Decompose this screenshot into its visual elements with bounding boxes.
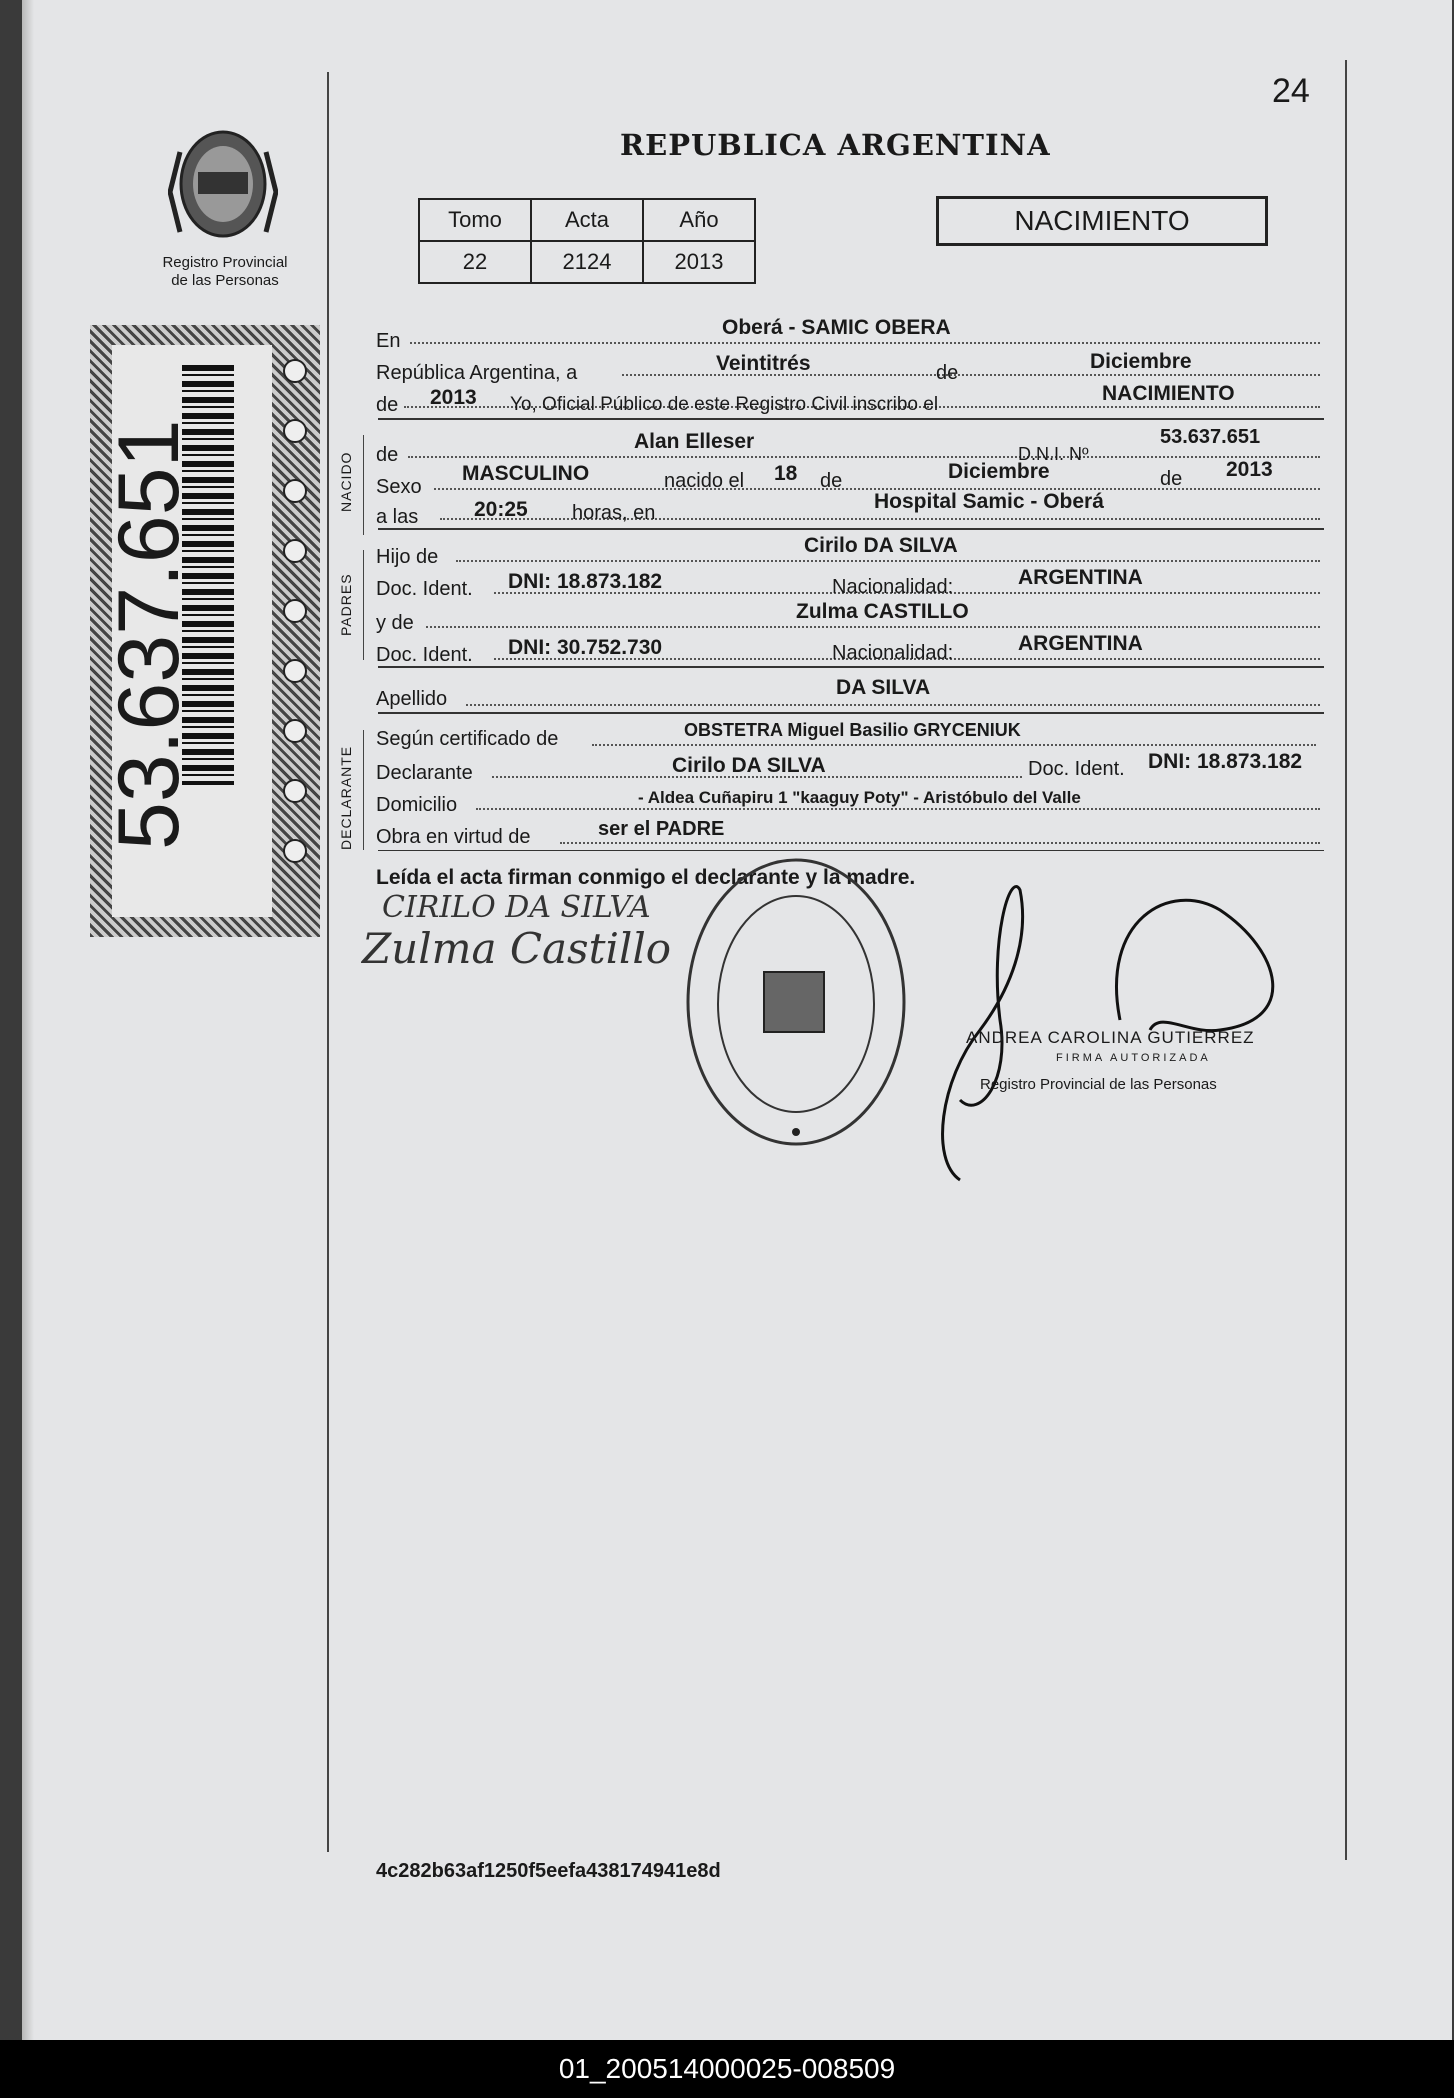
value-apellido: DA SILVA [836, 676, 931, 699]
label-obra: Obra en virtud de [376, 826, 531, 848]
rule-nacido-end [378, 528, 1324, 530]
act-type-box: NACIMIENTO [936, 196, 1268, 246]
label-domicilio: Domicilio [376, 794, 458, 816]
value-tomo: 22 [419, 241, 531, 283]
dotline-madre [426, 626, 1320, 628]
side-id-number: 53.637.651 [101, 419, 197, 850]
label-inscribo: Yo, Oficial Público de este Registro Civil inscribo el [510, 394, 939, 415]
label-a-las: a las [376, 506, 419, 528]
value-madre-nac: ARGENTINA [1018, 632, 1143, 655]
scan-footer-id: 01_200514000025-008509 [0, 2040, 1454, 2098]
closing-statement: Leída el acta firman conmigo el declarante y la madre. [376, 866, 916, 889]
logo-caption-line1: Registro Provincial [162, 254, 288, 271]
official-seal [676, 852, 916, 1162]
value-anio: 2013 [643, 241, 755, 283]
dotline-nombre [408, 456, 1320, 458]
official-role: FIRMA AUTORIZADA [1056, 1052, 1211, 1064]
declarante-divider [363, 730, 364, 850]
value-nombre: Alan Elleser [634, 430, 755, 453]
padres-divider [363, 550, 364, 660]
document-hash: 4c282b63af1250f5eefa438174941e8d [376, 1860, 721, 1882]
dotline-en [410, 342, 1320, 344]
page-number: 24 [1272, 72, 1310, 110]
label-padres: PADRES [338, 573, 354, 636]
label-de-birth1: de [820, 470, 843, 492]
label-declarante: DECLARANTE [338, 745, 354, 850]
value-padre-nac: ARGENTINA [1018, 566, 1143, 589]
label-apellido: Apellido [376, 688, 448, 710]
value-hora: 20:25 [474, 498, 528, 521]
label-nombre: de [376, 444, 399, 466]
dotline-domicilio [476, 808, 1320, 810]
dotline-apellido [466, 704, 1320, 706]
province-logo [168, 122, 278, 250]
value-day: Veintitrés [716, 352, 811, 375]
value-padre: Cirilo DA SILVA [804, 534, 958, 557]
value-dni: 53.637.651 [1160, 426, 1261, 448]
logo-caption [140, 254, 310, 290]
header-tomo: Tomo [419, 199, 531, 241]
label-republica: República Argentina, a [376, 362, 578, 384]
label-de-birth2: de [1160, 468, 1183, 490]
label-y-de: y de [376, 612, 414, 634]
value-birth-year: 2013 [1226, 458, 1273, 481]
official-name: ANDREA CAROLINA GUTIERREZ [966, 1028, 1255, 1047]
document-title: REPUBLICA ARGENTINA [620, 128, 1051, 162]
value-domicilio: - Aldea Cuñapiru 1 "kaaguy Poty" - Aristóbulo del Valle [638, 788, 1081, 807]
label-madre-doc: Doc. Ident. [376, 644, 473, 666]
label-declarante-doc: Doc. Ident. [1028, 758, 1125, 780]
rule-apellido-end [378, 712, 1324, 714]
official-org: Registro Provincial de las Personas [980, 1076, 1217, 1093]
nacido-divider [363, 435, 364, 535]
label-madre-nac: Nacionalidad: [832, 642, 954, 664]
label-de2: de [376, 394, 399, 416]
label-padre-doc: Doc. Ident. [376, 578, 473, 600]
label-de1: de [936, 362, 959, 384]
value-month: Diciembre [1090, 350, 1192, 373]
logo-caption-line2: de las Personas [171, 272, 279, 289]
value-en: Oberá - SAMIC OBERA [722, 316, 951, 339]
value-padre-doc: DNI: 18.873.182 [508, 570, 663, 593]
value-madre: Zulma CASTILLO [796, 600, 969, 623]
value-certificado: OBSTETRA Miguel Basilio GRYCENIUK [684, 720, 1021, 740]
dotline-obra [560, 842, 1320, 844]
value-birth-month: Diciembre [948, 460, 1050, 483]
value-declarante: Cirilo DA SILVA [672, 754, 826, 777]
dotline-certificado [592, 744, 1316, 746]
dotline-padre [456, 560, 1320, 562]
value-obra: ser el PADRE [598, 818, 725, 840]
label-declarante: Declarante [376, 762, 473, 784]
value-birth-day: 18 [774, 462, 798, 485]
signature-madre: Zulma Castillo [362, 924, 672, 973]
label-sexo: Sexo [376, 476, 422, 498]
value-sexo: MASCULINO [462, 462, 590, 485]
label-en: En [376, 330, 401, 352]
header-acta: Acta [531, 199, 643, 241]
signature-declarante: CIRILO DA SILVA [382, 890, 651, 925]
label-nacido: NACIDO [338, 451, 354, 512]
value-year: 2013 [430, 386, 477, 409]
label-horas-en: horas, en [572, 502, 656, 524]
value-inscribo: NACIMIENTO [1102, 382, 1235, 405]
tomo-acta-table [418, 198, 756, 284]
value-lugar: Hospital Samic - Oberá [874, 490, 1104, 513]
label-hijo-de: Hijo de [376, 546, 439, 568]
rule-padres-end [378, 666, 1324, 668]
rule-header-end [378, 418, 1324, 420]
label-certificado: Según certificado de [376, 728, 559, 750]
value-declarante-doc: DNI: 18.873.182 [1148, 750, 1303, 773]
label-nacido-el: nacido el [664, 470, 745, 492]
header-anio: Año [643, 199, 755, 241]
value-acta: 2124 [531, 241, 643, 283]
label-padre-nac: Nacionalidad: [832, 576, 954, 598]
value-madre-doc: DNI: 30.752.730 [508, 636, 663, 659]
left-margin-line [327, 72, 329, 1852]
right-margin-line [1345, 60, 1347, 1860]
label-dni: D.N.I. Nº [1018, 444, 1089, 464]
rule-declarante-end [378, 850, 1324, 851]
strip-r-marks [278, 335, 312, 927]
